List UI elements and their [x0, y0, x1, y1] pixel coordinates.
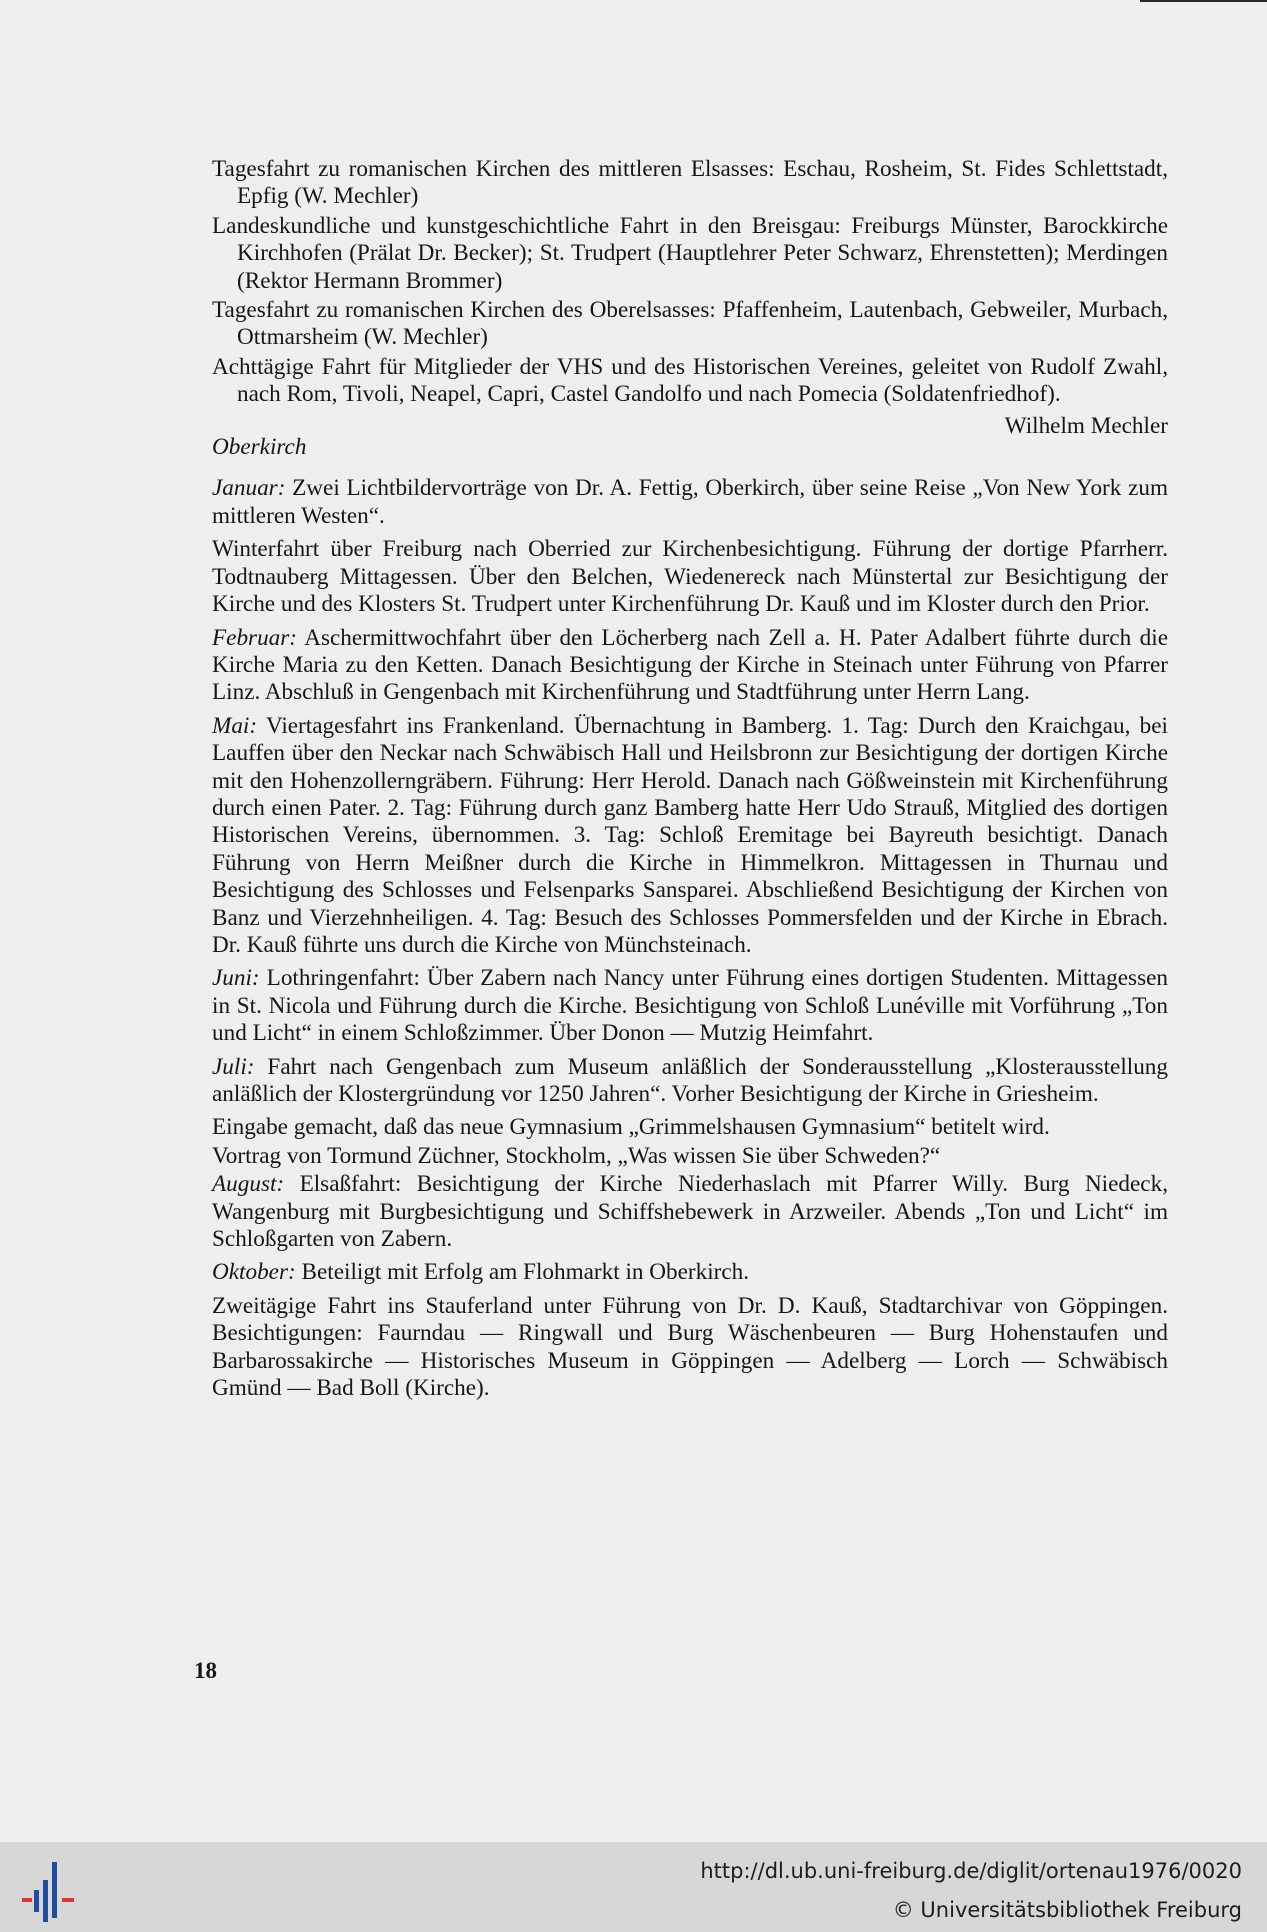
paragraph-text: Aschermittwochfahrt über den Löcherberg nach Zell a. H. Pater Adalbert führte durch die Kirche Maria zu den Ketten. Danach Besichtigung der Kirche in Steinach unter Führung von Pfarrer Linz. Abschluß in Gengenbach mit Kirchenführung und Stadtführung unter Herrn Lang. — [212, 624, 1168, 706]
paragraph — [212, 536, 1168, 618]
paragraph-text: Zwei Lichtbildervorträge von Dr. A. Fettig, Oberkirch, über seine Reise „Von New York zum mittleren Westen“. — [212, 475, 1168, 529]
page-number: 18 — [194, 1658, 217, 1683]
trip-entry: Tagesfahrt zu romanischen Kirchen des Oberelsasses: Pfaffenheim, Lautenbach, Gebweiler, Murbach, Ottmarsheim (W. Mechler) — [212, 297, 1168, 351]
month-label: Oktober: — [212, 1259, 296, 1286]
paragraph-text: Lothringenfahrt: Über Zabern nach Nancy unter Führung eines dortigen Studenten. Mittagessen in St. Nicola und Führung durch die Kirche. Besichtigung von Schloß Lunéville mit Vorführung „Ton und Licht“ in einem Schloßzimmer. Über Donon — Mutzig Heimfahrt. — [212, 965, 1168, 1047]
month-label: Februar: — [212, 624, 298, 651]
paragraph — [212, 1054, 1168, 1109]
paragraph-text: Eingabe gemacht, daß das neue Gymnasium „Grimmelshausen Gymnasium“ betitelt wird. — [212, 1114, 1050, 1141]
paragraph — [212, 475, 1168, 530]
scan-edge-line — [1140, 0, 1267, 2]
paragraph-text: Beteiligt mit Erfolg am Flohmarkt in Oberkirch. — [295, 1259, 750, 1286]
paragraph — [212, 713, 1168, 960]
trip-entry: Landeskundliche und kunstgeschichtliche Fahrt in den Breisgau: Freiburgs Münster, Barockkirche Kirchhofen (Prälat Dr. Becker); St. Trudpert (Hauptlehrer Peter Schwarz, Ehrenstetten); Merdingen (Rektor Hermann Brommer) — [212, 212, 1168, 294]
author-signature: Wilhelm Mechler — [1004, 412, 1168, 439]
copyright-notice: © Universitätsbibliothek Freiburg — [892, 1898, 1242, 1922]
paragraph-text: Elsaßfahrt: Besichtigung der Kirche Niederhaslach mit Pfarrer Willy. Burg Niedeck, Wangenburg mit Burgbesichtigung und Schiffshebewerk in Arzweiler. Abends „Ton und Licht“ im Schloßgarten von Zabern. — [212, 1171, 1168, 1253]
paragraph-text: Viertagesfahrt ins Frankenland. Übernachtung in Bamberg. 1. Tag: Durch den Kraichgau, bei Lauffen über den Neckar nach Schwäbisch Hall und Heilsbronn zur Besichtigung der dortigen Kirche mit den Hohenzollerngräbern. Führung: Herr Herold. Danach nach Gößweinstein mit Kirchenführung durch einen Pater. 2. Tag: Führung durch ganz Bamberg hatte Herr Udo Strauß, Mitglied des dortigen Historischen Vereins, übernommen. 3. Tag: Schloß Eremitage bei Bayreuth besichtigt. Danach Führung von Herrn Meißner durch die Kirche in Himmelkron. Mittagessen in Thurnau und Besichtigung des Schlosses und Felsenparks Sansparei. Abschließend Besichtigung der Kirchen von Banz und Vierzehnheiligen. 4. Tag: Besuch des Schlosses Pommersfelden und der Kirche in Ebrach. Dr. Kauß führte uns durch die Kirche von Münchsteinach. — [212, 712, 1168, 958]
paragraph-text: Zweitägige Fahrt ins Stauferland unter Führung von Dr. D. Kauß, Stadtarchivar von Göppingen. Besichtigungen: Faurndau — Ringwall und Burg Wäschenbeuren — Burg Hohenstaufen und Barbarossakirche — Historisches Museum in Göppingen — Adelberg — Lorch — Schwäbisch Gmünd — Bad Boll (Kirche). — [212, 1292, 1168, 1402]
footer-bar — [0, 1842, 1267, 1932]
trip-entry: Tagesfahrt zu romanischen Kirchen des mittleren Elsasses: Eschau, Rosheim, St. Fides Schlettstadt, Epfig (W. Mechler) — [212, 156, 1168, 210]
month-label: Juni: — [212, 965, 260, 992]
paragraph-text: Vortrag von Tormund Züchner, Stockholm, „Was wissen Sie über Schweden?“ — [212, 1142, 941, 1169]
paragraph-text: Winterfahrt über Freiburg nach Oberried zur Kirchenbesichtigung. Führung der dortige Pfarrherr. Todtnauberg Mittagessen. Über den Belchen, Wiedenereck nach Münstertal zur Besichtigung der Kirche und des Klosters St. Trudpert unter Kirchenführung Dr. Kauß und im Kloster durch den Prior. — [212, 536, 1168, 618]
paragraph — [212, 1293, 1168, 1403]
trip-entry: Achttägige Fahrt für Mitglieder der VHS und des Historischen Vereines, geleitet von Rudolf Zwahl, nach Rom, Tivoli, Neapel, Capri, Castel Gandolfo und nach Pomecia (Soldatenfriedhof). — [212, 353, 1168, 408]
paragraph — [212, 1259, 1168, 1286]
paragraph — [212, 1171, 1168, 1253]
paragraph-text: Fahrt nach Gengenbach zum Museum anläßlich der Sonderausstellung „Klosterausstellung anläßlich der Klostergründung vor 1250 Jahren“. Vorher Besichtigung der Kirche in Griesheim. — [212, 1053, 1168, 1107]
month-label: Januar: — [212, 475, 286, 502]
paragraph — [212, 1143, 1168, 1170]
month-label: Mai: — [212, 712, 258, 739]
paragraph — [212, 1114, 1168, 1141]
source-url[interactable]: http://dl.ub.uni-freiburg.de/diglit/ortenau1976/0020 — [700, 1859, 1242, 1883]
section-title: Oberkirch — [212, 434, 307, 461]
library-logo-icon — [20, 1850, 80, 1924]
page-body — [212, 156, 1168, 1408]
month-label: Juli: — [212, 1053, 255, 1080]
month-label: August: — [212, 1171, 285, 1198]
paragraph — [212, 965, 1168, 1047]
paragraph — [212, 625, 1168, 707]
